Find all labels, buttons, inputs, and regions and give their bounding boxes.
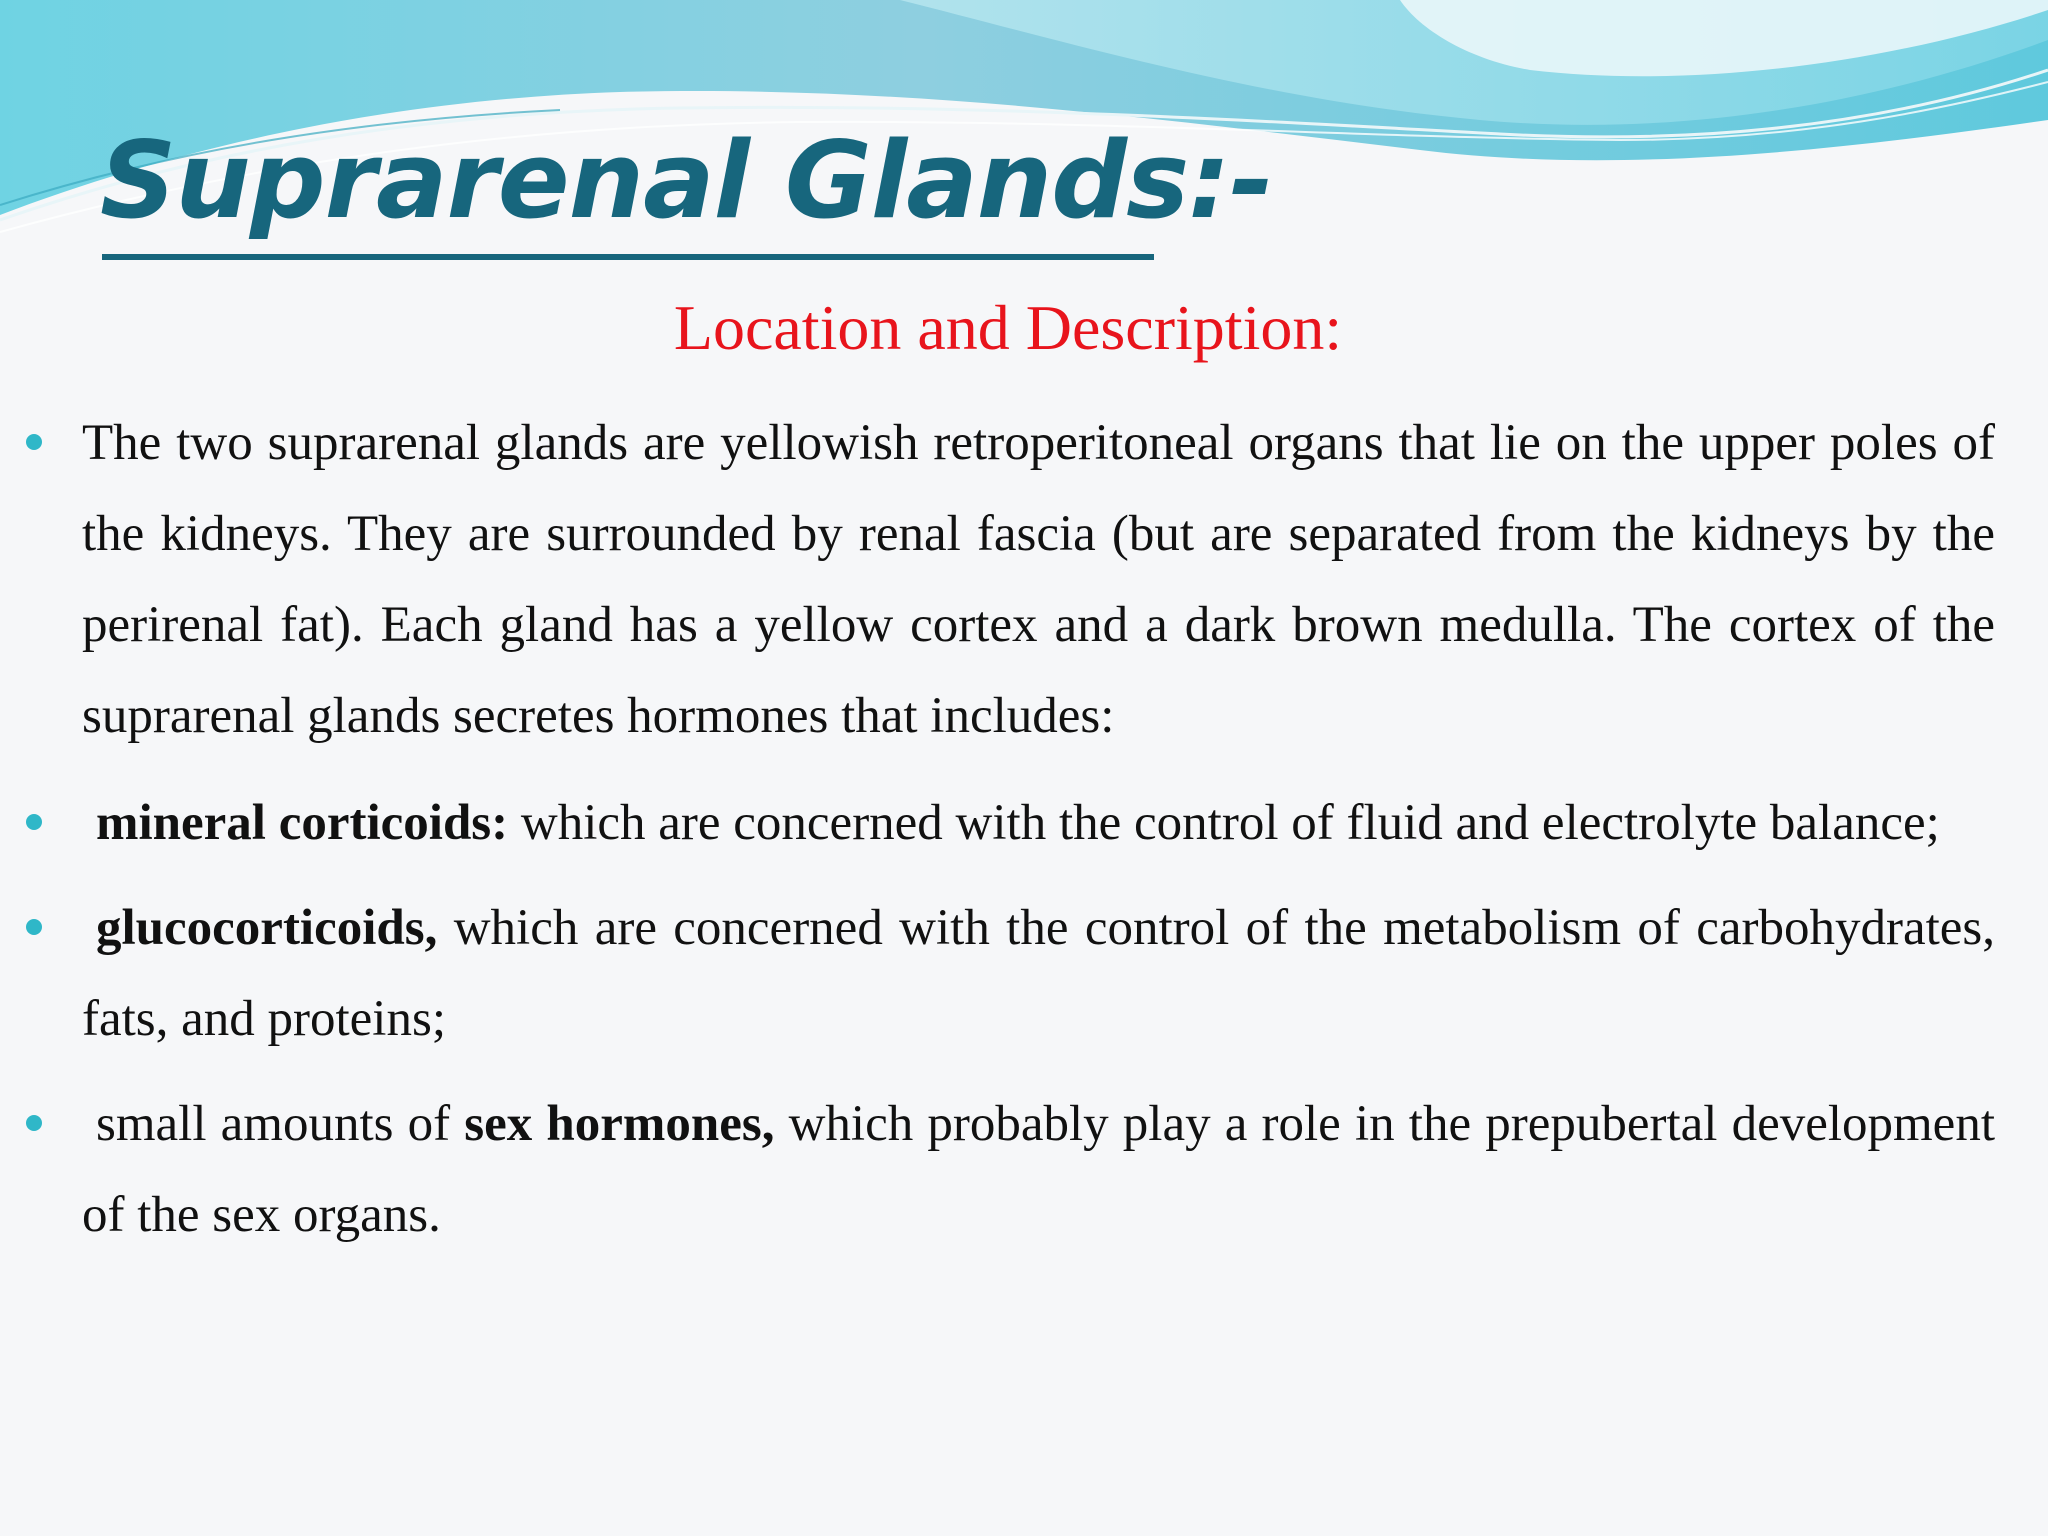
bullet-lead: small amounts of	[96, 1096, 465, 1152]
bullet-term: mineral corticoids:	[96, 795, 509, 851]
bullet-icon	[26, 434, 42, 450]
bullet-text: which are concerned with the control of the metabolism of carbohydrates, fats, and proteins;	[82, 900, 1995, 1047]
bullet-text: The two suprarenal glands are yellowish retroperitoneal organs that lie on the upper poles of the kidneys. They are surrounded by renal fascia (but are separated from the kidneys by the perirenal fat). Each gland has a yellow cortex and a dark brown medulla. The cortex of the suprarenal glands secretes hormones that includes:	[82, 415, 1995, 744]
bullet-icon	[26, 1115, 42, 1131]
list-item	[20, 1079, 1995, 1261]
title-underline	[102, 254, 1154, 260]
list-item	[20, 398, 1995, 762]
slide-title: Suprarenal Glands:-	[100, 119, 1273, 242]
bullet-term: sex hormones,	[464, 1096, 775, 1152]
bullet-text: which probably play a role in the prepubertal development of the sex organs.	[82, 1096, 1995, 1243]
bullet-list	[20, 398, 1995, 1261]
bullet-icon	[26, 919, 42, 935]
slide-subtitle: Location and Description:	[673, 292, 1343, 363]
list-item	[20, 778, 1995, 869]
list-item	[20, 883, 1995, 1065]
bullet-icon	[26, 814, 42, 830]
bullet-term: glucocorticoids,	[96, 900, 438, 956]
bullet-text: which are concerned with the control of fluid and electrolyte balance;	[508, 795, 1940, 851]
